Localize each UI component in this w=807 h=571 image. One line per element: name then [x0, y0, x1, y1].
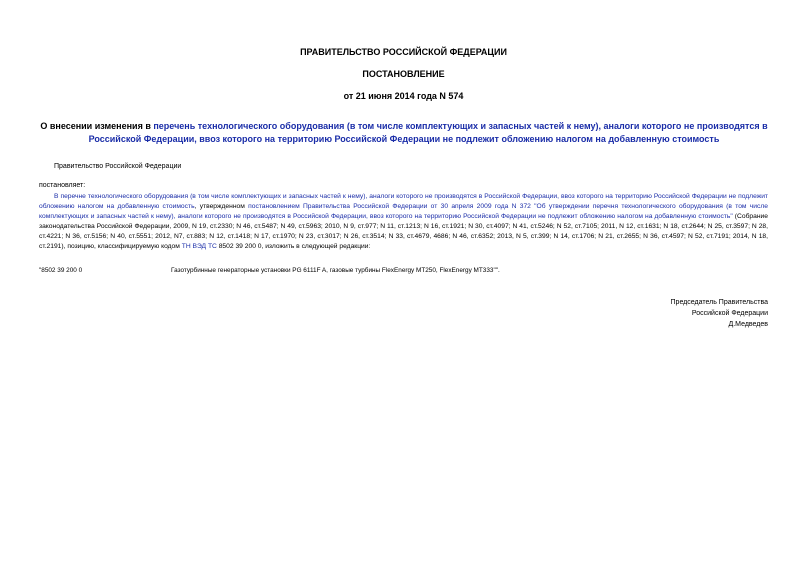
subject-prefix: О внесении изменения в: [40, 121, 154, 131]
signature-title: Председатель Правительства: [670, 299, 768, 306]
signature-org: Российской Федерации: [691, 310, 768, 317]
government-heading: ПРАВИТЕЛЬСТВО РОССИЙСКОЙ ФЕДЕРАЦИИ: [300, 47, 507, 57]
tn-ved-link[interactable]: ТН ВЭД ТС: [181, 242, 217, 250]
subject-link[interactable]: перечень технологического оборудования (в том числе комплектующих и запасных частей к нему), аналоги которого не производятся в Российской Федерации, ввоз которого на территорию Российской Федерации не подлежит обложению налогом на добавленную стоимость: [88, 121, 768, 144]
resolution-372-link[interactable]: постановлением Правительства Российской Федерации от 30 апреля 2009 года N 372 "Об утверждении перечня технологического оборудования (в том числе комплектующих и запасных частей к нему), аналоги которого не производятся в Российской Федерации, ввоз которого на территорию Российской Федерации не подлежит обложению налогом на добавленную стоимость": [39, 202, 768, 220]
list-link[interactable]: В перечне технологического оборудования (в том числе комплектующих и запасных частей к нему), аналоги которого не производятся в Российской Федерации, ввоз которого на территорию Российской Федерации не подлежит обложению налогом на добавленную стоимость: [39, 193, 768, 210]
position-description: Газотурбинные генераторные установки PG 6111F A, газовые турбины FlexEnergy MT250, FlexEnergy MT333"".: [171, 267, 500, 274]
main-paragraph: [39, 192, 768, 251]
signature-name: Д.Медведев: [728, 321, 768, 328]
decree-subject: [36, 120, 772, 146]
resolves-line: постановляет:: [39, 182, 86, 189]
government-line: Правительство Российской Федерации: [54, 163, 182, 170]
paragraph-text-2: (Собрание законодательства Российской Федерации, 2009, N 19, ст.2330; N 46, ст.5487; N 49, ст.5963; 2010, N 9, ст.977; N 11, ст.1213; N 16, ст.1921; N 30, ст.4097; N 41, ст.5246; N 52, ст.7105; 2011, N 12, ст.1631; N 18, ст.2644; N 25, ст.3597; N 28, ст.4221; N 36, ст.5156; N 40, ст.5551; 2012, N7, ст.883; N 12, ст.1418; N 17, ст.1970; N 23, ст.3017; N 26, ст.3514; N 33, ст.4679, 4686; N 46, ст.6352; 2013, N 5, ст.399; N 14, ст.1706; N 21, ст.2655; N 36, ст.4597; N 52, ст.7191; 2014, N 18, ст.2191), позицию, классифицируемую кодом: [39, 212, 768, 250]
decree-date-number: от 21 июня 2014 года N 574: [343, 91, 464, 101]
position-code: "8502 39 200 0: [39, 267, 83, 274]
paragraph-text-3: 8502 39 200 0, изложить в следующей редакции:: [216, 242, 371, 250]
paragraph-text-1: , утвержденном: [194, 202, 249, 210]
signature-block: [560, 297, 768, 330]
decree-type-heading: ПОСТАНОВЛЕНИЕ: [362, 69, 445, 79]
